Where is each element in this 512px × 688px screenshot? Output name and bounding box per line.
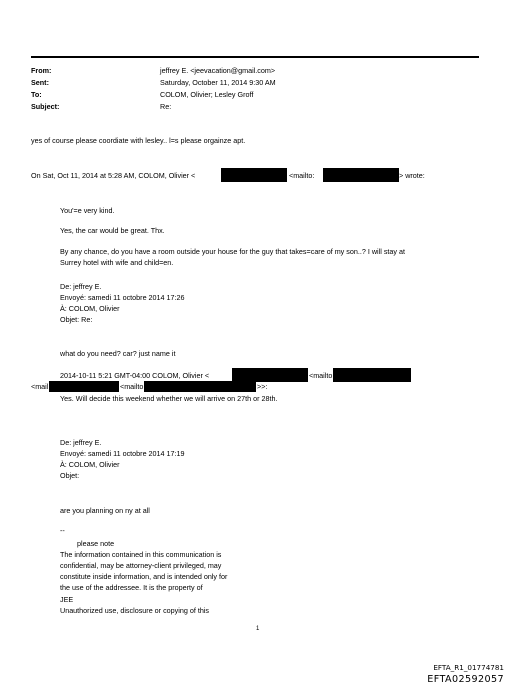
msg2-sent: Envoyé: samedi 11 octobre 2014 17:26 xyxy=(60,293,185,302)
signature-note: please note xyxy=(77,539,115,548)
from-value: jeffrey E. <jeevacation@gmail.com> xyxy=(160,66,276,75)
quote1-p3-line2: Surrey hotel with wife and child=en. xyxy=(60,258,174,267)
disclaimer-line: constitute inside information, and is intended only for xyxy=(60,572,228,581)
quote1-p1: You'=e very kind. xyxy=(60,206,115,215)
disclaimer-line: confidential, may be attorney-client privileged, may xyxy=(60,561,222,570)
msg2-question: what do you need? car? just name it xyxy=(60,349,176,358)
subject-label: Subject: xyxy=(31,102,60,111)
redaction-box xyxy=(232,368,308,382)
redaction-box xyxy=(49,381,119,392)
reply-line: yes of course please coordiate with lesley.. l=s please orgainze apt. xyxy=(31,136,246,145)
disclaimer-line: Unauthorized use, disclosure or copying of this xyxy=(60,606,210,615)
msg2-subject: Objet: Re: xyxy=(60,315,93,324)
mailto-2: <mailto xyxy=(120,382,144,391)
footer-id-2: EFTA02592057 xyxy=(427,674,504,685)
disclaimer-line: JEE xyxy=(60,595,74,604)
msg3-question: are you planning on ny at all xyxy=(60,506,150,515)
msg3-subject: Objet: xyxy=(60,471,80,480)
redaction-box xyxy=(333,368,411,382)
msg3-to: À: COLOM, Olivier xyxy=(60,460,120,469)
decide-line: Yes. Will decide this weekend whether we will arrive on 27th or 28th. xyxy=(60,394,278,403)
header-rule xyxy=(31,56,479,58)
timestamp-mailto: <mailto xyxy=(309,371,333,380)
mail-prefix: <mail xyxy=(31,382,49,391)
page-number: 1 xyxy=(256,626,260,632)
footer-id-1: EFTA_R1_01774781 xyxy=(433,663,504,672)
msg2-to: À: COLOM, Olivier xyxy=(60,304,120,313)
disclaimer-line: The information contained in this communication is xyxy=(60,550,222,559)
from-label: From: xyxy=(31,66,52,75)
sent-value: Saturday, October 11, 2014 9:30 AM xyxy=(160,78,276,87)
close-bracket: >>: xyxy=(257,382,268,391)
msg3-sent: Envoyé: samedi 11 octobre 2014 17:19 xyxy=(60,449,185,458)
redaction-box xyxy=(221,168,287,182)
msg3-from: De: jeffrey E. xyxy=(60,438,102,447)
quote1-wrote: > wrote: xyxy=(399,171,425,180)
to-value: COLOM, Olivier; Lesley Groff xyxy=(160,90,254,99)
timestamp-line: 2014-10-11 5:21 GMT-04:00 COLOM, Olivier < xyxy=(60,371,210,380)
quote1-prefix: On Sat, Oct 11, 2014 at 5:28 AM, COLOM, Olivier < xyxy=(31,171,196,180)
redaction-box xyxy=(144,381,256,392)
to-label: To: xyxy=(31,90,42,99)
redaction-box xyxy=(323,168,399,182)
disclaimer-line: the use of the addressee. It is the property of xyxy=(60,583,203,592)
msg2-from: De: jeffrey E. xyxy=(60,282,102,291)
sent-label: Sent: xyxy=(31,78,49,87)
quote1-p3-line1: By any chance, do you have a room outside your house for the guy that takes=care of my son..? I will stay at xyxy=(60,247,405,256)
subject-value: Re: xyxy=(160,102,172,111)
quote1-mailto: <mailto: xyxy=(289,171,315,180)
quote1-p2: Yes, the car would be great. Thx. xyxy=(60,226,165,235)
signature-dash: -- xyxy=(60,526,65,535)
